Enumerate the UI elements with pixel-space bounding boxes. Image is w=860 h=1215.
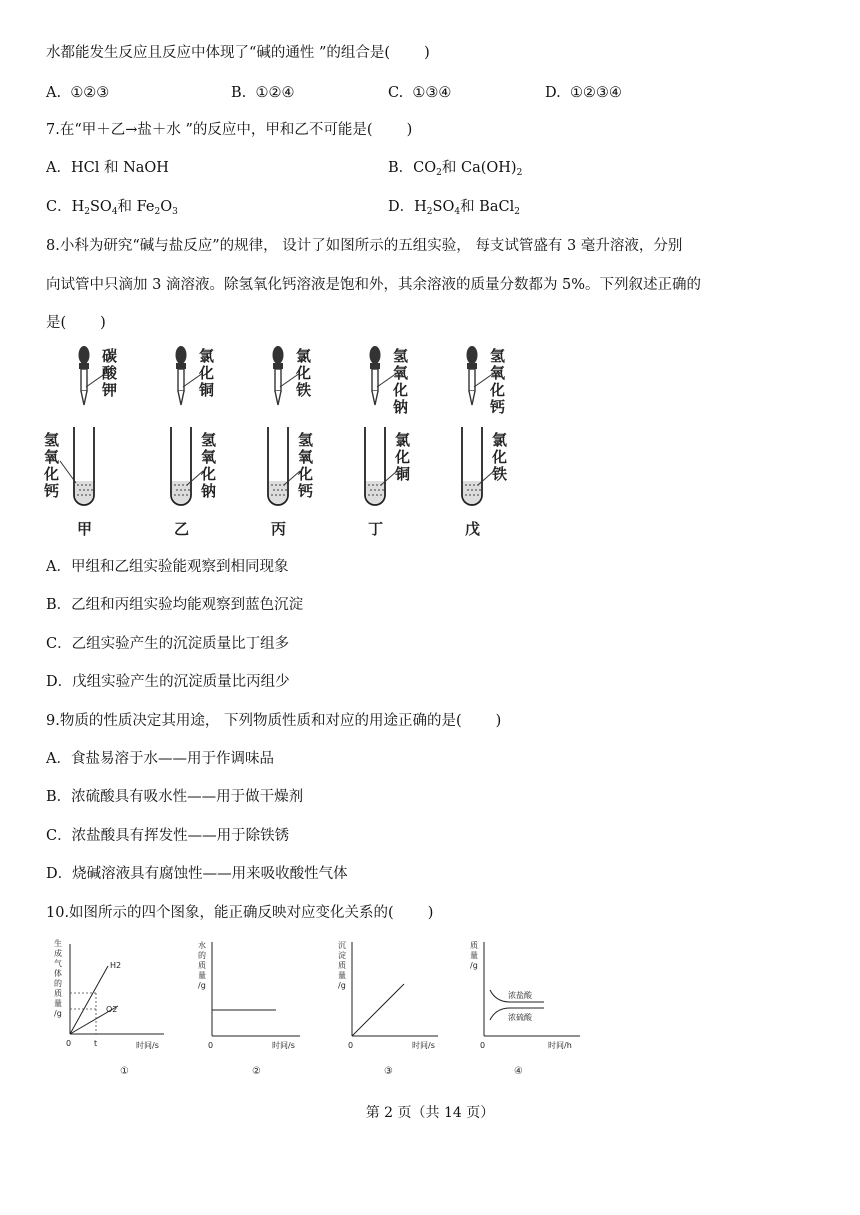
q7-option-d: D．$H_2SO_4$和 BaCl$_2$	[388, 199, 520, 217]
dropper-tube-4	[469, 369, 475, 391]
solution-dot-3	[376, 494, 378, 496]
q10-graph-1	[46, 936, 166, 1086]
graph4-series-1: 浓盐酸	[508, 991, 532, 1000]
q8-option-a: A．甲组和乙组实验能观察到相同现象	[46, 559, 289, 575]
solution-dot-3	[368, 494, 370, 496]
tube-label-1-0: 氢	[201, 431, 217, 449]
dropper-label-1-0: 氯	[199, 347, 215, 365]
tube-label-0-1: 氧	[44, 448, 60, 466]
graph1-h2-line	[70, 966, 108, 1034]
solution-dot-0	[91, 489, 93, 491]
solution-dot-3	[380, 494, 382, 496]
tube-label-0-3: 钙	[44, 482, 60, 500]
tube-label-4-0: 氯	[492, 431, 508, 449]
solution-dot-2	[281, 489, 283, 491]
tube-label-4-1: 化	[492, 448, 508, 466]
q8-option-c: C．乙组实验产生的沉淀质量比丁组多	[46, 636, 290, 652]
solution-dot-2	[271, 484, 273, 486]
solution-dot-0	[81, 494, 83, 496]
solution-dot-3	[374, 489, 376, 491]
dropper-tube-1	[178, 369, 184, 391]
tube-label-0-0: 氢	[44, 431, 60, 449]
dropper-tip-1	[178, 391, 184, 405]
dropper-collar-3	[370, 363, 380, 369]
dropper-bulb-0	[79, 346, 90, 364]
graph1-xlabel: 时间/s	[136, 1041, 159, 1050]
tube-label-2-2: 化	[298, 465, 314, 483]
graph3-ylabel-2: 淀	[338, 951, 346, 960]
q10-graph-4	[466, 936, 584, 1086]
solution-dot-4	[465, 494, 467, 496]
graph3-ylabel-5: /g	[338, 981, 346, 990]
graph2-ylabel-1: 水	[198, 941, 206, 950]
solution-dot-1	[184, 489, 186, 491]
tube-label-1-2: 化	[201, 465, 217, 483]
tube-label-4-2: 铁	[492, 465, 508, 483]
solution-dot-2	[275, 484, 277, 486]
q8-test-tube-figure	[42, 343, 524, 543]
solution-dot-2	[279, 484, 281, 486]
dropper-label-1-1: 化	[199, 364, 215, 382]
q10-stem: 10.如图所示的四个图象，能正确反映对应变化关系的( )	[46, 905, 434, 921]
graph2-ylabel-2: 的	[198, 951, 206, 960]
graph4-origin: 0	[480, 1041, 486, 1050]
q6-option-a: A. ①②③	[46, 85, 110, 101]
solution-dot-3	[382, 489, 384, 491]
graph2-ylabel-3: 质	[198, 961, 206, 970]
graph1-ylabel-5: 的	[54, 979, 62, 988]
solution-dot-0	[87, 489, 89, 491]
q9-option-c: C．浓盐酸具有挥发性——用于除铁锈	[46, 828, 290, 844]
q6-option-b: B. ①②④	[231, 85, 295, 101]
dropper-label-4-1: 氧	[490, 364, 506, 382]
solution-dot-1	[180, 489, 182, 491]
solution-dot-0	[79, 489, 81, 491]
tube-label-2-3: 钙	[298, 482, 314, 500]
graph2-ylabel-5: /g	[198, 981, 206, 990]
solution-dot-4	[473, 494, 475, 496]
q7-option-a: A．HCl 和 NaOH	[46, 160, 169, 176]
dropper-collar-2	[273, 363, 283, 369]
graph1-ylabel-6: 质	[54, 989, 62, 998]
graph1-ylabel-7: 量	[54, 999, 62, 1008]
dropper-collar-1	[176, 363, 186, 369]
solution-dot-0	[85, 494, 87, 496]
solution-dot-0	[81, 484, 83, 486]
solution-dot-1	[174, 494, 176, 496]
dropper-label-0-1: 酸	[102, 364, 118, 382]
solution-dot-0	[83, 489, 85, 491]
graph4-ylabel-1: 质	[470, 941, 478, 950]
dropper-bulb-4	[467, 346, 478, 364]
solution-dot-4	[467, 489, 469, 491]
tube-label-1-3: 钠	[201, 482, 217, 500]
graph1-ylabel-3: 气	[54, 959, 62, 968]
solution-dot-1	[182, 494, 184, 496]
dropper-label-2-2: 铁	[296, 381, 312, 399]
solution-dot-3	[372, 484, 374, 486]
solution-dot-4	[475, 489, 477, 491]
solution-dot-2	[279, 494, 281, 496]
tube-label-0-2: 化	[44, 465, 60, 483]
q6-option-c: C. ①③④	[388, 85, 452, 101]
group-label-0: 甲	[77, 520, 93, 538]
q9-option-b: B．浓硫酸具有吸水性——用于做干燥剂	[46, 789, 304, 805]
q8-stem-line3: 是( )	[46, 315, 106, 331]
dropper-bulb-2	[273, 346, 284, 364]
solution-dot-2	[285, 489, 287, 491]
graph3-line	[352, 984, 404, 1036]
solution-dot-3	[378, 489, 380, 491]
solution-dot-3	[372, 494, 374, 496]
solution-dot-4	[471, 489, 473, 491]
group-label-3: 丁	[368, 520, 384, 538]
q10-graph-3	[332, 936, 444, 1086]
graph1-ylabel-4: 体	[54, 969, 62, 978]
solution-dot-2	[273, 489, 275, 491]
dropper-tip-2	[275, 391, 281, 405]
graph3-label: ③	[384, 1066, 393, 1077]
q9-option-d: D．烧碱溶液具有腐蚀性——用来吸收酸性气体	[46, 866, 348, 882]
solution-dot-1	[178, 494, 180, 496]
solution-dot-2	[283, 494, 285, 496]
graph1-label: ①	[120, 1066, 129, 1077]
dropper-bulb-1	[176, 346, 187, 364]
solution-dot-1	[176, 489, 178, 491]
graph2-origin: 0	[208, 1041, 214, 1050]
solution-dot-1	[178, 484, 180, 486]
tube-label-1-1: 氧	[201, 448, 217, 466]
q8-option-d: D．戊组实验产生的沉淀质量比丙组少	[46, 674, 290, 690]
graph1-ylabel-2: 成	[54, 949, 62, 958]
graph1-ylabel-1: 生	[54, 939, 62, 948]
graph4-xlabel: 时间/h	[548, 1041, 572, 1050]
solution-dot-1	[182, 484, 184, 486]
graph3-ylabel-4: 量	[338, 971, 346, 980]
graph3-xlabel: 时间/s	[412, 1041, 435, 1050]
tube-label-2-1: 氧	[298, 448, 314, 466]
q7-option-b: B．$CO_2$和 $Ca(OH)_2$	[388, 160, 523, 178]
graph4-ylabel-2: 量	[470, 951, 478, 960]
dropper-tip-3	[372, 391, 378, 405]
solution-dot-4	[469, 494, 471, 496]
dropper-tube-0	[81, 369, 87, 391]
dropper-label-4-2: 化	[490, 381, 506, 399]
dropper-tube-2	[275, 369, 281, 391]
solution-dot-0	[89, 484, 91, 486]
group-label-1: 乙	[174, 520, 190, 538]
solution-dot-4	[469, 484, 471, 486]
graph1-series-1: H2	[110, 961, 122, 970]
graph1-series-2: O2	[106, 1005, 118, 1014]
tube-label-3-0: 氯	[395, 431, 411, 449]
tube-label-3-2: 铜	[395, 465, 411, 483]
q8-stem-line1: 8.小科为研究“碱与盐反应”的规律， 设计了如图所示的五组实验， 每支试管盛有 3 毫升溶液，分别	[46, 238, 683, 254]
solution-dot-1	[186, 494, 188, 496]
dropper-tip-0	[81, 391, 87, 405]
dropper-label-4-0: 氢	[490, 347, 506, 365]
graph2-ylabel-4: 量	[198, 971, 206, 980]
dropper-label-1-2: 铜	[199, 381, 215, 399]
dropper-label-4-3: 钙	[490, 398, 506, 416]
dropper-tip-4	[469, 391, 475, 405]
solution-dot-2	[271, 494, 273, 496]
q9-option-a: A．食盐易溶于水——用于作调味品	[46, 751, 274, 767]
q7-option-c: C．$H_2SO_4$和 $Fe_2O_3$	[46, 199, 178, 217]
solution-dot-1	[188, 489, 190, 491]
q10-graph-2	[192, 936, 304, 1086]
page-footer: 第 2 页（共 14 页）	[365, 1105, 495, 1121]
solution-dot-4	[479, 489, 481, 491]
dropper-collar-0	[79, 363, 89, 369]
dropper-label-3-0: 氢	[393, 347, 409, 365]
graph1-ylabel-8: /g	[54, 1009, 62, 1018]
graph3-ylabel-3: 质	[338, 961, 346, 970]
dropper-label-3-2: 化	[393, 381, 409, 399]
dropper-label-2-1: 化	[296, 364, 312, 382]
solution-dot-4	[465, 484, 467, 486]
q7-stem: 7.在“甲＋乙→盐＋水 ”的反应中，甲和乙不可能是( )	[46, 122, 413, 138]
graph1-origin: 0	[66, 1039, 72, 1048]
tube-label-3-1: 化	[395, 448, 411, 466]
solution-dot-4	[473, 484, 475, 486]
graph2-xlabel: 时间/s	[272, 1041, 295, 1050]
solution-dot-3	[376, 484, 378, 486]
solution-dot-0	[89, 494, 91, 496]
graph4-series-2: 浓硫酸	[508, 1013, 532, 1022]
solution-dot-3	[368, 484, 370, 486]
dropper-label-0-0: 碳	[102, 347, 118, 365]
group-label-4: 戊	[465, 520, 481, 538]
graph3-ylabel-1: 沉	[338, 941, 346, 950]
dropper-label-3-3: 钠	[393, 398, 409, 416]
solution-dot-1	[174, 484, 176, 486]
solution-dot-3	[370, 489, 372, 491]
solution-dot-2	[277, 489, 279, 491]
dropper-label-2-0: 氯	[296, 347, 312, 365]
q6-stem: 水都能发生反应且反应中体现了“碱的通性 ”的组合是( )	[46, 45, 430, 61]
tube-label-2-0: 氢	[298, 431, 314, 449]
graph3-origin: 0	[348, 1041, 354, 1050]
dropper-tube-3	[372, 369, 378, 391]
dropper-label-0-2: 钾	[102, 381, 118, 399]
group-label-2: 丙	[271, 520, 287, 538]
q6-option-d: D. ①②③④	[545, 85, 622, 101]
solution-dot-0	[77, 494, 79, 496]
solution-dot-0	[77, 484, 79, 486]
q9-stem: 9.物质的性质决定其用途， 下列物质性质和对应的用途正确的是( )	[46, 713, 502, 729]
graph1-tick: t	[94, 1039, 98, 1048]
dropper-bulb-3	[370, 346, 381, 364]
graph4-label: ④	[514, 1066, 523, 1077]
q8-stem-line2: 向试管中只滴加 3 滴溶液。除氢氧化钙溶液是饱和外，其余溶液的质量分数都为 5%。下列叙述正确的	[46, 277, 702, 293]
solution-dot-2	[275, 494, 277, 496]
solution-dot-0	[85, 484, 87, 486]
q8-option-b: B．乙组和丙组实验均能观察到蓝色沉淀	[46, 597, 304, 613]
dropper-label-3-1: 氧	[393, 364, 409, 382]
dropper-collar-4	[467, 363, 477, 369]
solution-dot-4	[477, 494, 479, 496]
graph4-ylabel-3: /g	[470, 961, 478, 970]
graph2-label: ②	[252, 1066, 261, 1077]
